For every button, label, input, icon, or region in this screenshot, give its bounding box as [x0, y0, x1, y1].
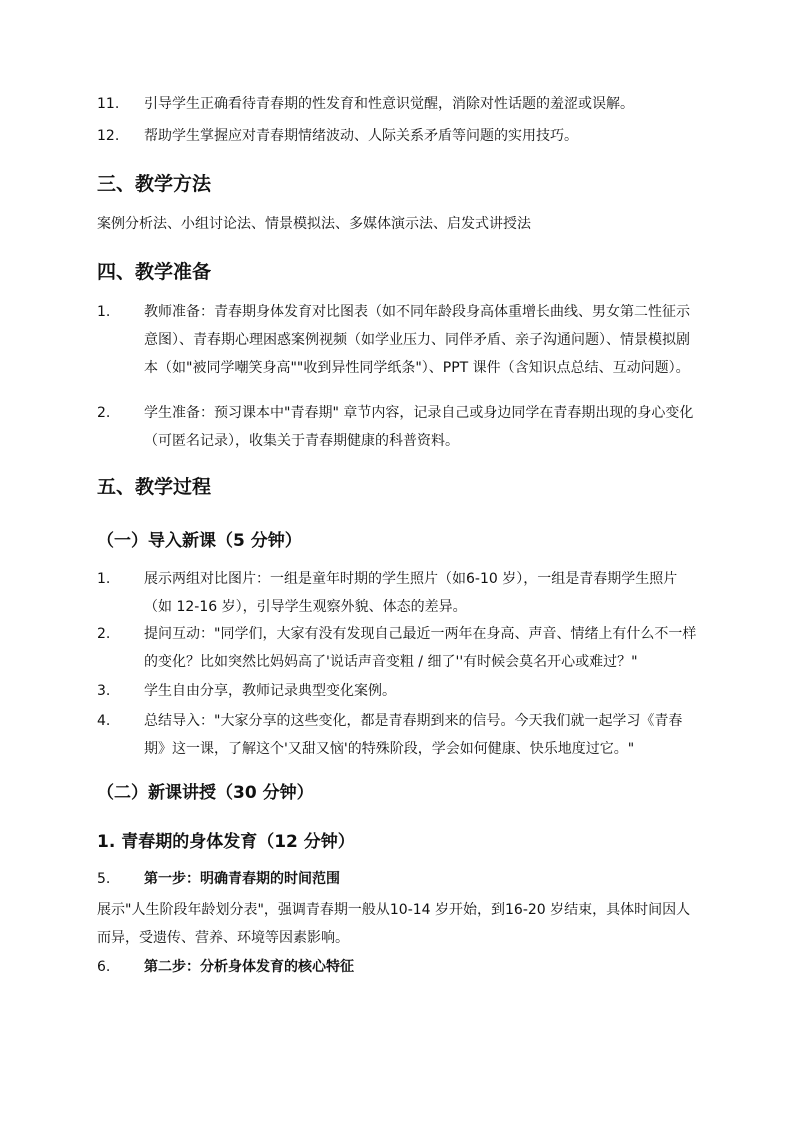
step-item: [97, 953, 697, 981]
list-item: [97, 565, 697, 621]
subsection-heading-lecture: （二）新课讲授（30 分钟）: [97, 783, 314, 803]
list-text: 提问互动："同学们，大家有没有发现自己最近一两年在身高、声音、情绪上有什么不一样的变化？比如突然比妈妈高了'说话声音变粗 / 细了''有时候会莫名开心或难过？": [144, 626, 697, 670]
subsection-heading-intro: （一）导入新课（5 分钟）: [97, 531, 302, 551]
list-number: 12.: [97, 128, 120, 144]
step-number: 6.: [97, 959, 111, 975]
subsection-heading-physical: 1. 青春期的身体发育（12 分钟）: [97, 832, 355, 852]
list-text: 学生自由分享，教师记录典型变化案例。: [144, 683, 396, 699]
list-number: 4.: [97, 713, 111, 729]
list-item: [97, 298, 697, 382]
step-label: 第一步：明确青春期的时间范围: [144, 871, 340, 887]
list-number: 2.: [97, 405, 111, 421]
section-heading-preparation: 四、教学准备: [97, 261, 212, 283]
list-text: 展示两组对比图片：一组是童年时期的学生照片（如6-10 岁），一组是青春期学生照片（如 12-16 岁），引导学生观察外貌、体态的差异。: [144, 571, 678, 615]
list-text: 总结导入："大家分享的这些变化，都是青春期到来的信号。今天我们就一起学习《青春期》这一课，了解这个'又甜又恼'的特殊阶段，学会如何健康、快乐地度过它。": [144, 713, 683, 757]
list-item: [97, 122, 697, 150]
list-number: 1.: [97, 571, 111, 587]
step-item: [97, 865, 697, 893]
step-text: 展示"人生阶段年龄划分表"，强调青春期一般从10-14 岁开始，到16-20 岁结束，具体时间因人而异，受遗传、营养、环境等因素影响。: [97, 902, 691, 946]
list-number: 11.: [97, 96, 120, 112]
list-item: [97, 90, 697, 118]
list-text: 引导学生正确看待青春期的性发育和性意识觉醒，消除对性话题的羞涩或误解。: [144, 96, 634, 112]
step-number: 5.: [97, 871, 111, 887]
list-text: 帮助学生掌握应对青春期情绪波动、人际关系矛盾等问题的实用技巧。: [144, 128, 578, 144]
list-number: 2.: [97, 626, 111, 642]
list-item: [97, 677, 697, 705]
list-item: [97, 707, 697, 763]
list-number: 1.: [97, 304, 111, 320]
list-item: [97, 399, 697, 455]
list-text: 教师准备：青春期身体发育对比图表（如不同年龄段身高体重增长曲线、男女第二性征示意图）、青春期心理困惑案例视频（如学业压力、同伴矛盾、亲子沟通问题）、情景模拟剧本（如"被同学嘲笑身高""收到异性同学纸条"）、PPT 课件（含知识点总结、互动问题）。: [144, 304, 690, 376]
list-item: [97, 620, 697, 676]
section-heading-methods: 三、教学方法: [97, 173, 212, 195]
list-number: 3.: [97, 683, 111, 699]
list-text: 学生准备：预习课本中"青春期" 章节内容，记录自己或身边同学在青春期出现的身心变化（可匿名记录），收集关于青春期健康的科普资料。: [144, 405, 694, 449]
section-heading-process: 五、教学过程: [97, 476, 212, 498]
step-label: 第二步：分析身体发育的核心特征: [144, 959, 354, 975]
methods-text: 案例分析法、小组讨论法、情景模拟法、多媒体演示法、启发式讲授法: [97, 216, 531, 232]
